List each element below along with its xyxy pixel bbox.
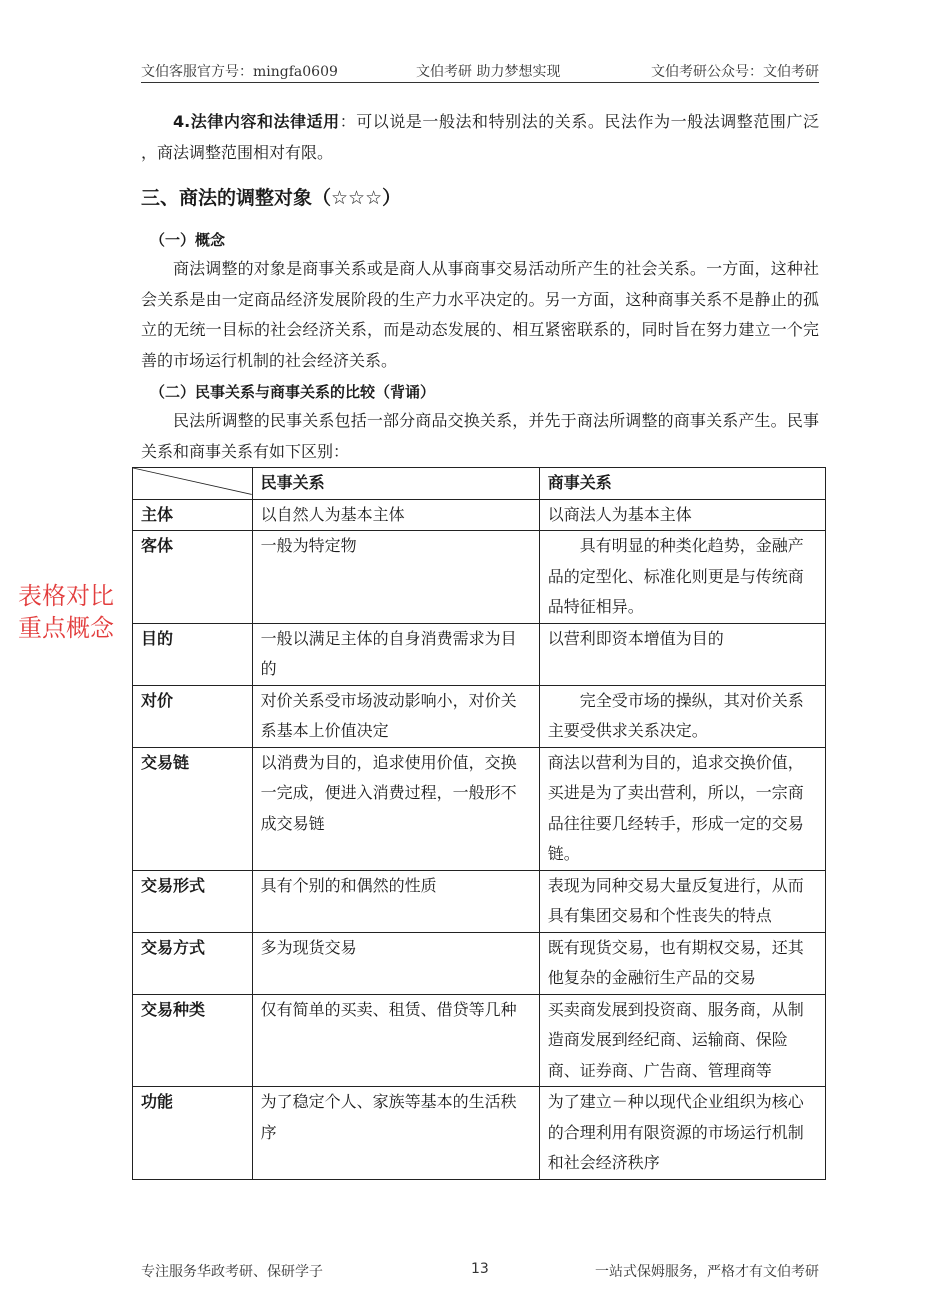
commercial-cell: 商法以营利为目的，追求交换价值，买进是为了卖出营利，所以，一宗商品往往要几经转手，形成一定的交易链。: [539, 747, 825, 870]
diagonal-line: [133, 468, 252, 499]
row-key: 客体: [133, 531, 253, 624]
row-key: 目的: [133, 623, 253, 685]
row-key: 交易方式: [133, 932, 253, 994]
column-header-civil: 民事关系: [252, 468, 539, 500]
civil-cell: 以自然人为基本主体: [252, 499, 539, 531]
row-key: 功能: [133, 1087, 253, 1180]
comparison-table: [132, 467, 826, 1180]
civil-cell: 以消费为目的，追求使用价值，交换一完成，便进入消费过程，一般形不成交易链: [252, 747, 539, 870]
intro-text: ：可以说是一般法和特别法的关系。民法作为一般法调整范围广泛 ，商法调整范围相对有限。: [141, 112, 819, 162]
header-left: 文伯客服官方号：mingfa0609: [141, 64, 338, 80]
commercial-cell: 完全受市场的操纵，其对价关系主要受供求关系决定。: [539, 685, 825, 747]
column-header-commercial: 商事关系: [539, 468, 825, 500]
commercial-cell: 买卖商发展到投资商、服务商，从制造商发展到经纪商、运输商、保险商、证券商、广告商、管理商等: [539, 994, 825, 1087]
commercial-cell: 表现为同种交易大量反复进行，从而具有集团交易和个性丧失的特点: [539, 870, 825, 932]
page-header: [141, 58, 819, 83]
civil-cell: 为了稳定个人、家族等基本的生活秩序: [252, 1087, 539, 1180]
table-row: [133, 685, 826, 747]
commercial-cell: 以营利即资本增值为目的: [539, 623, 825, 685]
header-center: 文伯考研 助力梦想实现: [416, 64, 561, 80]
row-key: 交易种类: [133, 994, 253, 1087]
civil-cell: 一般以满足主体的自身消费需求为目的: [252, 623, 539, 685]
commercial-cell: 具有明显的种类化趋势，金融产品的定型化、标准化则更是与传统商品特征相异。: [539, 531, 825, 624]
table-row: [133, 623, 826, 685]
subsection-1-text: 商法调整的对象是商事关系或是商人从事商事交易活动所产生的社会关系。一方面，这种社会关系是由一定商品经济发展阶段的生产力水平决定的。另一方面，这种商事关系不是静止的孤立的无统一目标的社会经济关系，而是动态发展的、相互紧密联系的，同时旨在努力建立一个完善的市场运行机制的社会经济关系。: [141, 259, 819, 370]
table-row: [133, 747, 826, 870]
annotation-line-1: 表格对比: [18, 582, 114, 610]
annotation-line-2: 重点概念: [18, 614, 114, 642]
row-key: 交易链: [133, 747, 253, 870]
section-title: 三、商法的调整对象（☆☆☆）: [141, 187, 402, 209]
civil-cell: 具有个别的和偶然的性质: [252, 870, 539, 932]
table-row: [133, 994, 826, 1087]
footer-left: 专注服务华政考研、保研学子: [141, 1264, 323, 1280]
commercial-cell: 以商法人为基本主体: [539, 499, 825, 531]
table-row: [133, 870, 826, 932]
row-key: 交易形式: [133, 870, 253, 932]
header-right: 文伯考研公众号：文伯考研: [651, 64, 819, 80]
row-key: 对价: [133, 685, 253, 747]
table-row: [133, 531, 826, 624]
table-header-row: [133, 468, 826, 500]
row-key: 主体: [133, 499, 253, 531]
civil-cell: 仅有简单的买卖、租赁、借贷等几种: [252, 994, 539, 1087]
subsection-2-title: （二）民事关系与商事关系的比较（背诵）: [150, 383, 436, 401]
margin-annotation: [18, 580, 114, 644]
table-row: [133, 932, 826, 994]
civil-cell: 多为现货交易: [252, 932, 539, 994]
footer-right: 一站式保姆服务，严格才有文伯考研: [595, 1264, 819, 1280]
civil-cell: 对价关系受市场波动影响小，对价关系基本上价值决定: [252, 685, 539, 747]
subsection-2-text: 民法所调整的民事关系包括一部分商品交换关系，并先于商法所调整的商事关系产生。民事关系和商事关系有如下区别：: [141, 411, 819, 461]
commercial-cell: 为了建立－种以现代企业组织为核心的合理利用有限资源的市场运行机制和社会经济秩序: [539, 1087, 825, 1180]
diagonal-header-cell: [133, 468, 253, 500]
civil-cell: 一般为特定物: [252, 531, 539, 624]
commercial-cell: 既有现货交易，也有期权交易，还其他复杂的金融衍生产品的交易: [539, 932, 825, 994]
page-number: 13: [471, 1261, 489, 1277]
table-row: [133, 1087, 826, 1180]
table-row: [133, 499, 826, 531]
intro-label: 4.法律内容和法律适用: [173, 112, 340, 131]
subsection-1-title: （一）概念: [150, 231, 226, 249]
intro-paragraph: [141, 107, 819, 168]
